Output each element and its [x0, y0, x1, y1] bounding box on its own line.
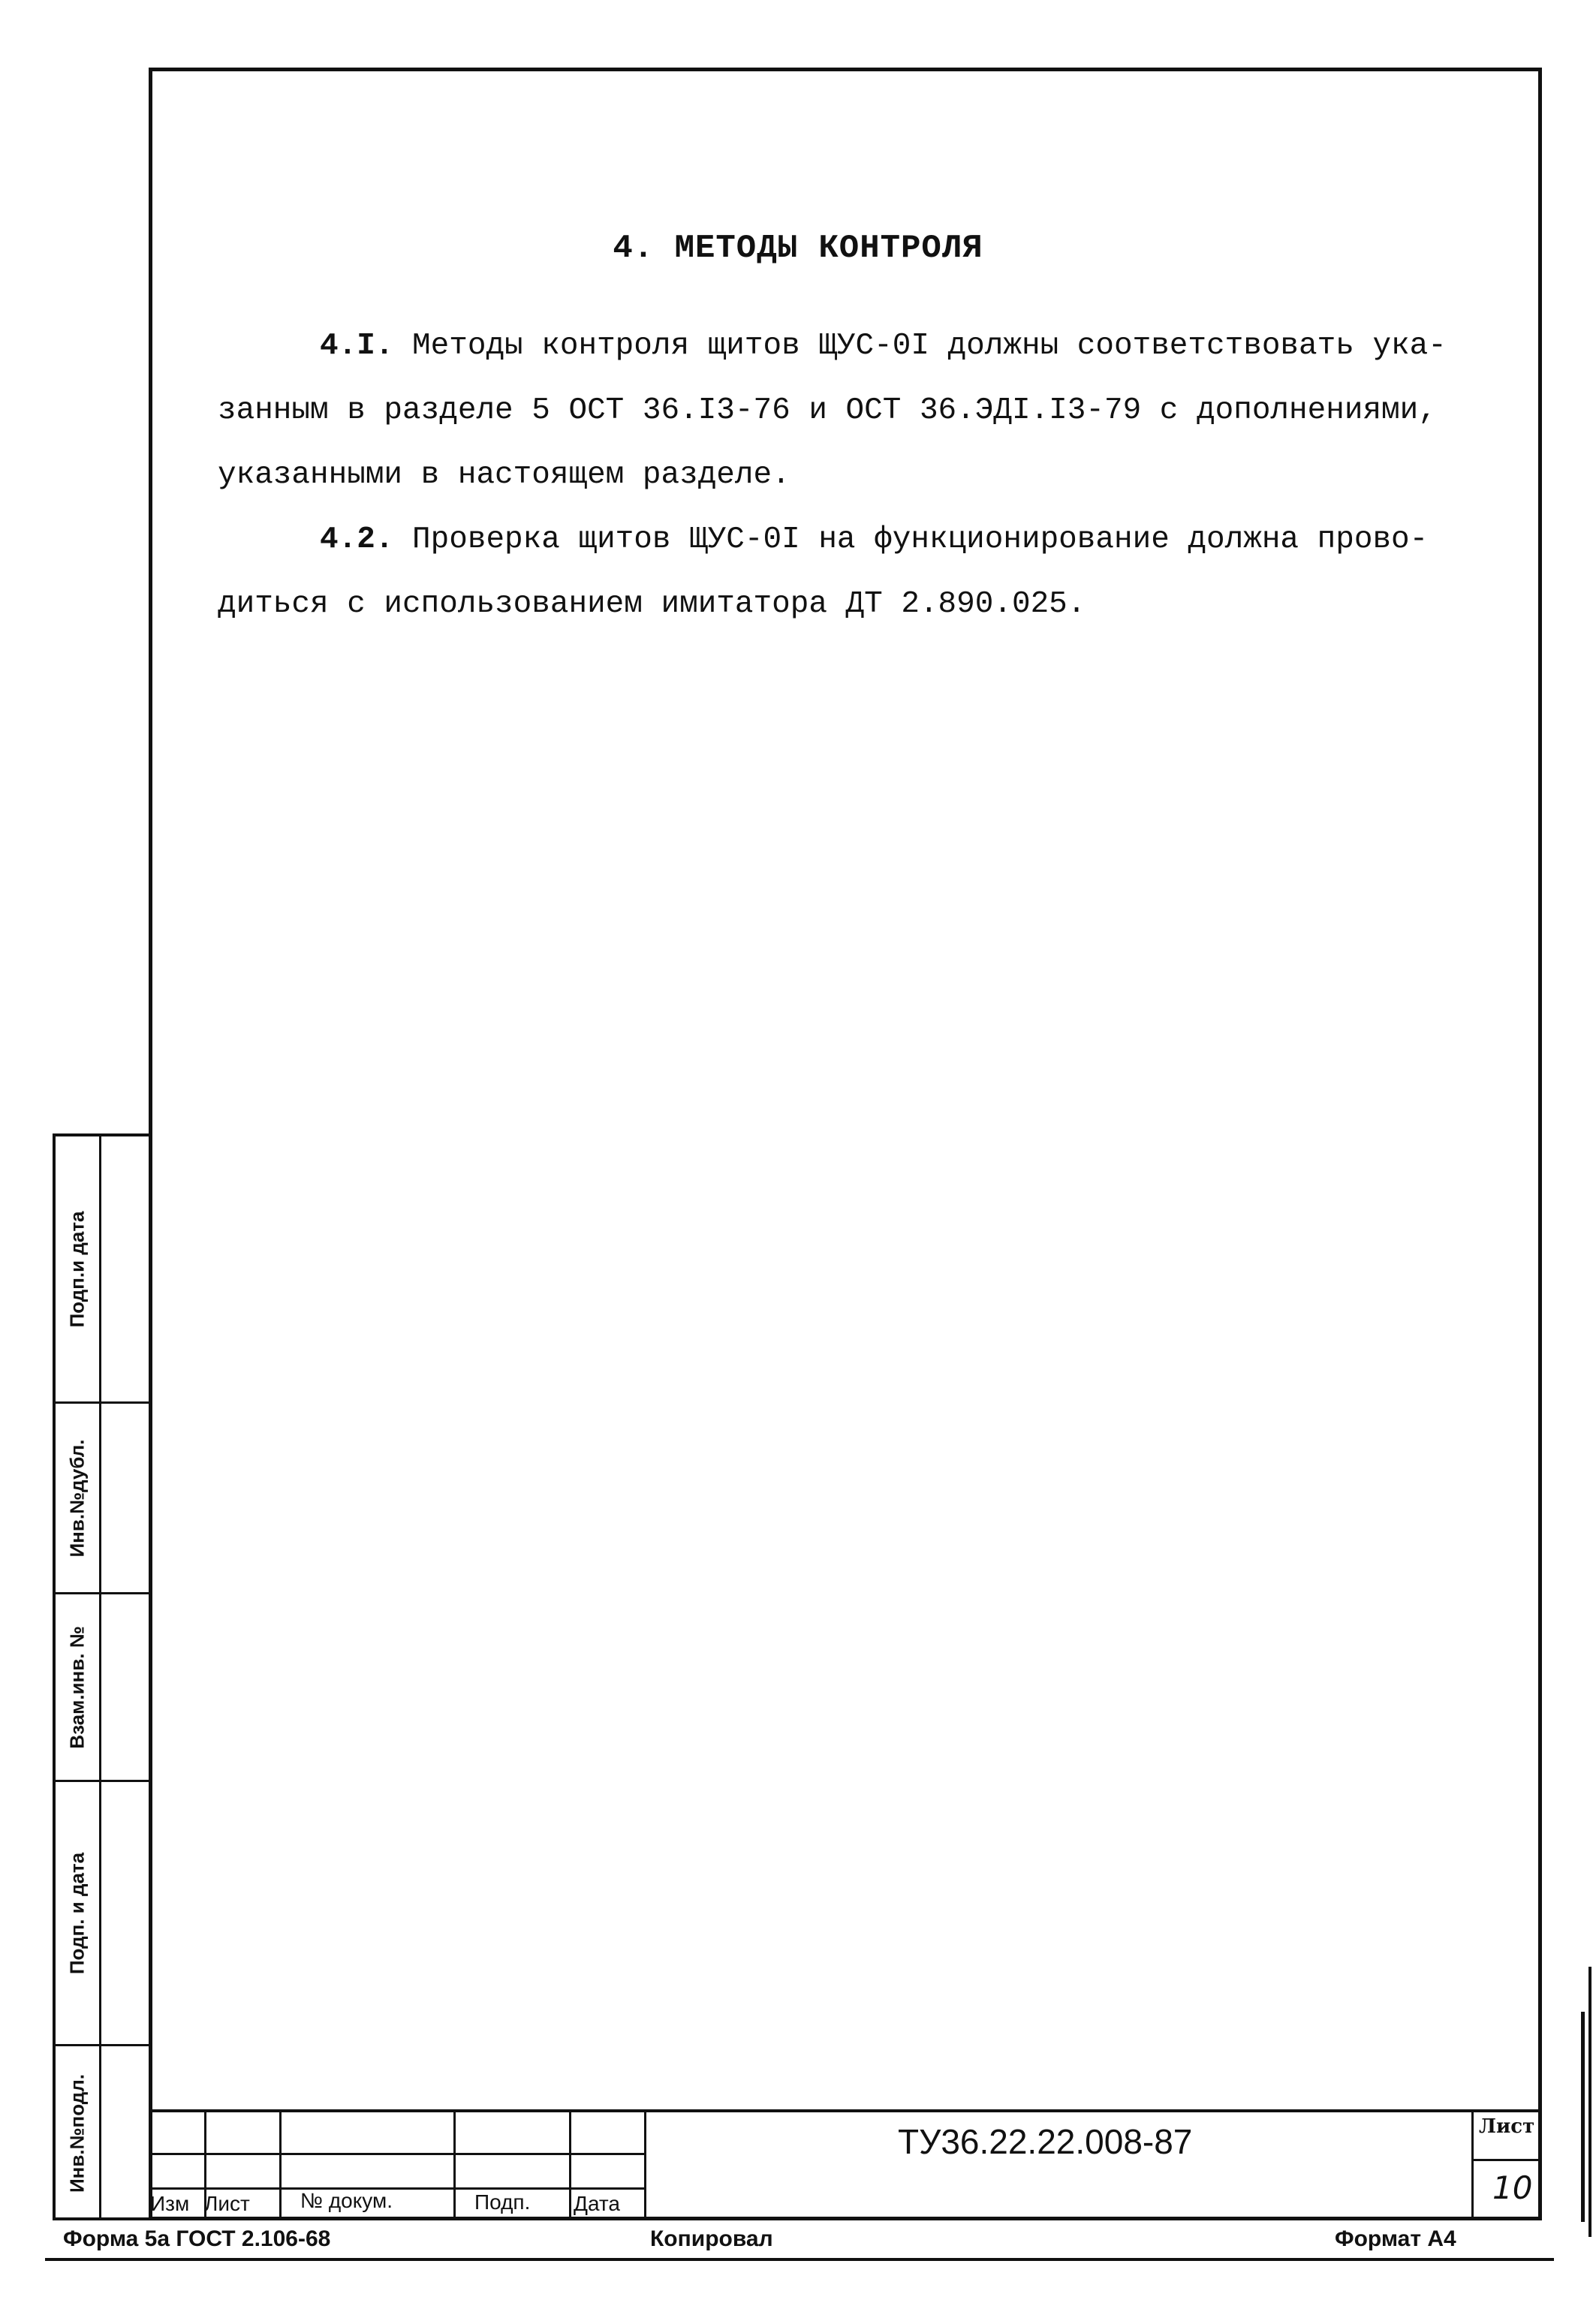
strip-cell-signature-date	[56, 1136, 149, 1404]
document-code: ТУ36.22.22.008-87	[898, 2122, 1193, 2161]
paragraph-text: Методы контроля щитов ЩУС-0I должны соответствовать ука-	[412, 329, 1447, 363]
strip-cell-replacement-number	[56, 1594, 149, 1782]
column-signature: Подп.	[474, 2190, 531, 2214]
strip-cell-duplicate-number	[56, 1404, 149, 1594]
sheet-label: Лист	[1479, 2115, 1535, 2138]
column-change: Изм	[150, 2192, 190, 2215]
strip-label: Подп.и дата	[65, 1210, 89, 1328]
bottom-edge-line	[45, 2258, 1554, 2261]
column-sheet: Лист	[204, 2192, 250, 2215]
document-frame	[149, 68, 1542, 2220]
paragraph-4-1-line-3: указанными в настоящем разделе.	[218, 458, 790, 492]
side-stamp-strip	[53, 1133, 149, 2220]
sheet-number: 10	[1492, 2169, 1533, 2206]
paragraph-4-1-line-1	[218, 314, 1524, 378]
footer-format: Формат А4	[1335, 2226, 1456, 2251]
paragraph-4-1-line-2: занным в разделе 5 ОСТ 36.I3-76 и ОСТ 36.ЭДI.I3-79 с дополнениями,	[218, 393, 1437, 428]
column-doc-number: № докум.	[300, 2189, 393, 2212]
strip-label: Инв.№дубл.	[65, 1438, 89, 1558]
scan-edge-mark	[1588, 1967, 1591, 2237]
column-date: Дата	[574, 2192, 621, 2215]
strip-label: Взам.инв. №	[65, 1625, 89, 1749]
footer-copied: Копировал	[650, 2226, 773, 2251]
section-heading: 4. МЕТОДЫ КОНТРОЛЯ	[613, 230, 983, 267]
paragraph-number: 4.2.	[320, 522, 394, 557]
strip-label: Инв.№подл.	[65, 2073, 89, 2193]
paragraph-4-2-line-2: диться с использованием имитатора ДТ 2.890.025.	[218, 587, 1086, 622]
strip-cell-original-number	[56, 2046, 149, 2220]
paragraph-4-2-line-1	[218, 507, 1524, 572]
footer-form-standard: Форма 5а ГОСТ 2.106-68	[63, 2226, 331, 2251]
strip-label: Подп. и дата	[65, 1852, 89, 1974]
paragraph-number: 4.I.	[320, 329, 394, 363]
scan-edge-mark	[1581, 2012, 1585, 2222]
paragraph-text: Проверка щитов ЩУС-0I на функционирование должна прово-	[412, 522, 1429, 557]
strip-cell-signature-date-2	[56, 1782, 149, 2046]
